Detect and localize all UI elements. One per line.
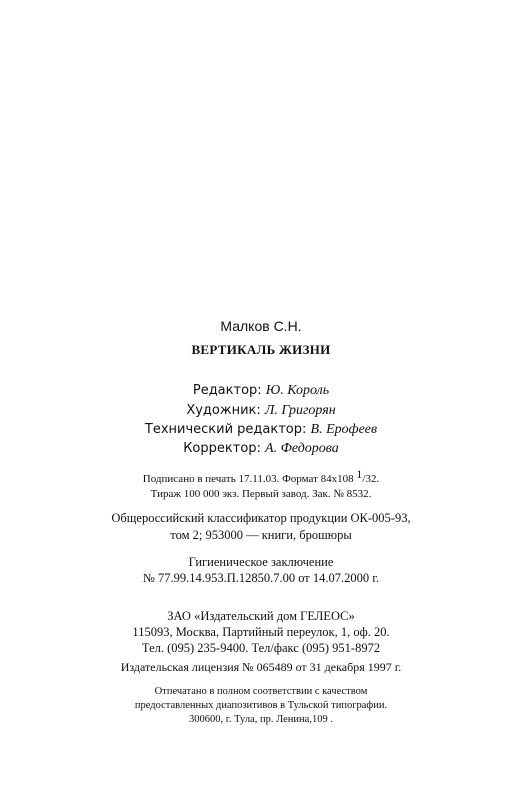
credit-artist — [0, 403, 522, 419]
hygiene-number: № 77.99.14.953.П.12850.7.00 от 14.07.2000 г. — [142, 571, 380, 585]
classifier-line-2: том 2; 953000 — книги, брошюры — [170, 528, 352, 542]
author-name: Малков С.Н. — [220, 318, 302, 334]
classifier-line-1: Общероссийский классификатор продукции ОК-005-93, — [111, 511, 411, 525]
print-signed-text: Подписано в печать 17.11.03. Формат 84х108 — [142, 473, 357, 485]
publisher-license: Издательская лицензия № 065489 от 31 декабря 1997 г. — [120, 660, 402, 674]
credit-person: А. Федорова — [265, 441, 339, 456]
hygiene-heading: Гигиеническое заключение — [188, 555, 334, 569]
credit-proofreader — [0, 441, 522, 457]
format-fraction-tail: /32. — [362, 473, 380, 485]
publisher-address: 115093, Москва, Партийный переулок, 1, оф. 20. — [132, 625, 390, 639]
print-run-line: Тираж 100 000 экз. Первый завод. Зак. № 8532. — [150, 488, 372, 500]
credit-role: Редактор: — [192, 383, 266, 398]
credit-person: Ю. Король — [265, 383, 330, 398]
book-title: ВЕРТИКАЛЬ ЖИЗНИ — [191, 342, 331, 357]
print-signed-line — [0, 467, 522, 486]
credit-editor — [0, 383, 522, 399]
credit-role: Корректор: — [183, 441, 266, 456]
publisher-name: ЗАО «Издательский дом ГЕЛЕОС» — [167, 609, 355, 623]
printer-address: 300600, г. Тула, пр. Ленина,109 . — [189, 714, 333, 725]
credit-role: Технический редактор: — [144, 422, 311, 437]
credit-person: Л. Григорян — [264, 403, 336, 418]
credit-role: Художник: — [186, 403, 265, 418]
credit-person: В. Ерофеев — [310, 422, 378, 437]
printer-line-2: предоставленных диапозитивов в Тульской типографии. — [134, 700, 388, 711]
credit-tech-editor — [0, 422, 522, 438]
printer-line-1: Отпечатано в полном соответствии с качеством — [154, 686, 368, 697]
format-fraction-numerator: 1 — [356, 467, 363, 481]
publisher-phone: Тел. (095) 235-9400. Тел/факс (095) 951-8972 — [141, 641, 381, 655]
